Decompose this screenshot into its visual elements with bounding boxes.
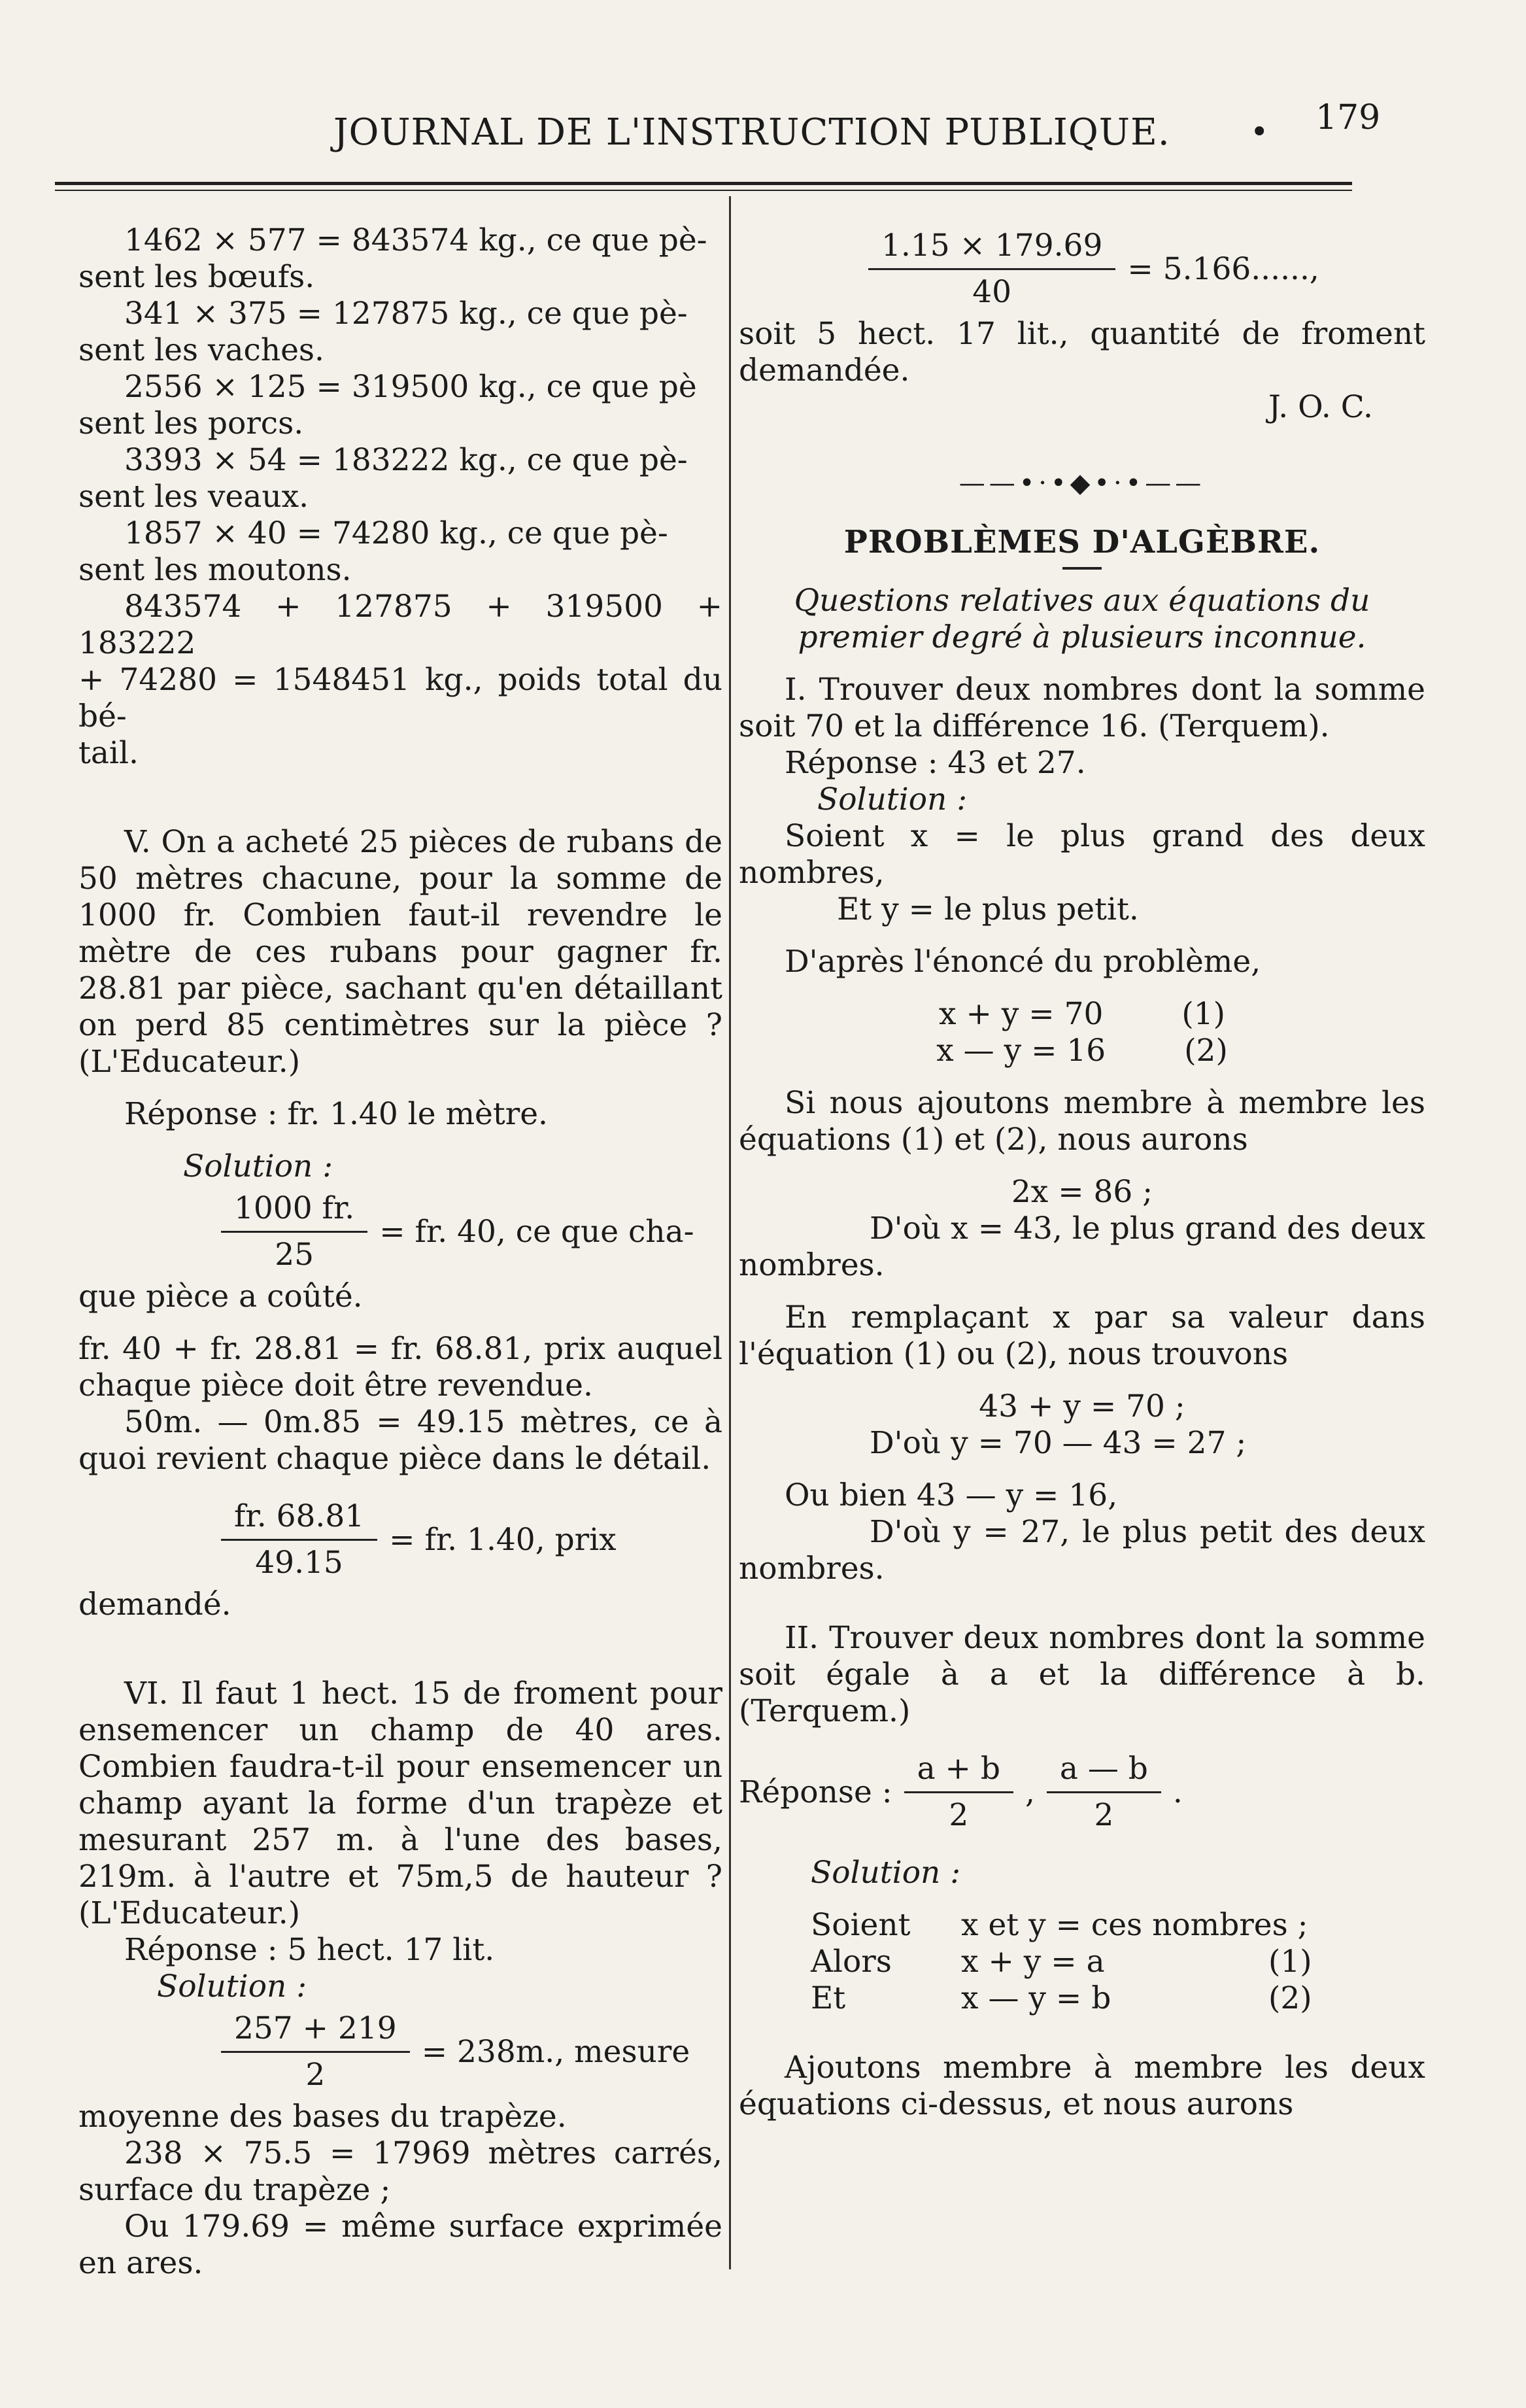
text-line: 50m. — 0m.85 = 49.15 mètres, ce à quoi revient chaque pièce dans le détail. <box>78 1404 722 1477</box>
text-line: soit 5 hect. 17 lit., quantité de froment demandée. <box>739 316 1425 388</box>
text-line: moyenne des bases du trapèze. <box>78 2099 567 2135</box>
text-line: Si nous ajoutons membre à membre les équations (1) et (2), nous aurons <box>739 1085 1425 1158</box>
text-line: sent les veaux. <box>78 479 309 515</box>
system-row <box>739 1907 1425 1944</box>
equation-row <box>739 1033 1425 1069</box>
problem-i-answer: Réponse : 43 et 27. <box>785 745 1086 781</box>
section-heading: PROBLÈMES D'ALGÈBRE. <box>843 524 1321 560</box>
fraction-numerator: 1.15 × 179.69 <box>881 228 1103 264</box>
fraction-numerator: a — b <box>1059 1751 1148 1787</box>
text-line: D'où y = 27, le plus petit des deux nombres. <box>739 1514 1425 1587</box>
page-header <box>0 78 1526 157</box>
system-equation: x — y = b <box>961 1980 1111 2016</box>
text-line: sent les bœufs. <box>78 259 315 295</box>
text-line: 3393 × 54 = 183222 kg., ce que pè- <box>124 442 688 478</box>
text-line: Ou 179.69 = même surface exprimée en ares. <box>78 2209 722 2281</box>
left-column <box>78 222 722 2282</box>
text-line: 843574 + 127875 + 319500 + 183222 <box>78 589 722 661</box>
text-line: fr. 40 + fr. 28.81 = fr. 68.81, prix auquel chaque pièce doit être revendue. <box>78 1331 722 1403</box>
problem-v-answer: Réponse : fr. 1.40 le mètre. <box>124 1096 548 1132</box>
problem-ii-solution-label: Solution : <box>811 1855 961 1891</box>
equation-number: (2) <box>1184 1033 1228 1069</box>
header-rule-thick <box>55 182 1352 185</box>
right-column <box>739 222 1425 2123</box>
fraction-denominator: 2 <box>949 1797 969 1833</box>
text-line: Soient x = le plus grand des deux nombres, <box>739 818 1425 891</box>
text-line: sent les vaches. <box>78 332 324 368</box>
fraction-v2 <box>78 1498 722 1581</box>
system-label: Alors <box>811 1944 892 1980</box>
fraction-denominator: 2 <box>305 2057 326 2093</box>
equation-number: (1) <box>1181 996 1225 1032</box>
header-bullet: • <box>1250 114 1269 150</box>
equation: x — y = 16 <box>936 1033 1106 1069</box>
equation-number: (1) <box>1268 1944 1312 1980</box>
problem-i-solution-label: Solution : <box>817 782 968 817</box>
fraction-numerator: 257 + 219 <box>234 2010 397 2046</box>
fraction-result: = 5.166......, <box>1127 250 1319 287</box>
text-line: 1857 × 40 = 74280 kg., ce que pè- <box>124 515 668 551</box>
signature: J. O. C. <box>1268 389 1373 425</box>
system-equation: x + y = a <box>961 1944 1105 1980</box>
text-line: demandé. <box>78 1587 231 1623</box>
text-line: sent les porcs. <box>78 405 304 441</box>
fraction-denominator: 40 <box>972 274 1012 310</box>
text-line: D'après l'énoncé du problème, <box>785 944 1261 980</box>
page-number: 179 <box>1315 98 1381 137</box>
fraction-denominator: 25 <box>275 1237 314 1273</box>
problem-vi-answer: Réponse : 5 hect. 17 lit. <box>124 1932 495 1968</box>
text-line: 341 × 375 = 127875 kg., ce que pè- <box>124 296 688 332</box>
fraction-result: = fr. 40, ce que cha- <box>379 1213 694 1250</box>
text-line: Ou bien 43 — y = 16, <box>785 1477 1118 1513</box>
fraction-result: = fr. 1.40, prix <box>389 1521 617 1558</box>
system-row <box>739 1980 1425 2017</box>
heading-dash <box>1062 567 1102 570</box>
text-line: + 74280 = 1548451 kg., poids total du bé- <box>78 662 722 734</box>
problem-i: I. Trouver deux nombres dont la somme soit 70 et la différence 16. (Terquem). <box>739 672 1425 744</box>
system-label: Et <box>811 1980 846 2016</box>
text-line: En remplaçant x par sa valeur dans l'équation (1) ou (2), nous trouvons <box>739 1299 1425 1372</box>
equation: 43 + y = 70 ; <box>979 1388 1185 1424</box>
problem-ii-answer: Réponse : $\frac{a + b}{2}$ , $\frac{a — b}{2}$ . <box>739 1751 1183 1833</box>
section-subtitle: Questions relatives aux équations du premier degré à plusieurs inconnue. <box>794 583 1370 655</box>
ornament-rule: ——•·•◆•·•—— <box>958 468 1206 498</box>
text-line: 2556 × 125 = 319500 kg., ce que pè <box>124 369 697 405</box>
text-line: 238 × 75.5 = 17969 mètres carrés, surface du trapèze ; <box>78 2135 722 2208</box>
fraction-continuation <box>739 228 1425 311</box>
fraction-numerator: 1000 fr. <box>234 1190 355 1226</box>
text-line: que pièce a coûté. <box>78 1279 363 1315</box>
problem-v-solution-label: Solution : <box>183 1148 333 1184</box>
column-divider <box>729 196 731 2269</box>
text-line: Ajoutons membre à membre les deux équations ci-dessus, et nous aurons <box>739 2050 1425 2122</box>
problem-vi-solution-label: Solution : <box>157 1969 307 2004</box>
problem-vi: VI. Il faut 1 hect. 15 de froment pour ensemencer un champ de 40 ares. Combien faudra-t-il pour ensemencer un champ ayant la forme d'un trapèze et mesurant 257 m. à l'une des bases, 219m. à l'autre et 75m,5 de hauteur ? (L'Educateur.) <box>78 1676 722 1931</box>
system-label: Soient <box>811 1907 911 1943</box>
equation-row <box>739 996 1425 1033</box>
fraction-v1 <box>78 1190 722 1273</box>
fraction-denominator: 2 <box>1094 1797 1114 1833</box>
text-line: D'où x = 43, le plus grand des deux nombres. <box>739 1211 1425 1283</box>
header-rule-thin <box>55 190 1352 191</box>
fraction-vi <box>78 2010 722 2093</box>
equation-number: (2) <box>1268 1980 1312 2016</box>
text-line: sent les moutons. <box>78 552 352 588</box>
system-equation: x et y = ces nombres ; <box>961 1907 1308 1943</box>
fraction-result: = 238m., mesure <box>421 2033 690 2070</box>
problem-v: V. On a acheté 25 pièces de rubans de 50 mètres chacune, pour la somme de 1000 fr. Combien faut-il revendre le mètre de ces rubans pour gagner fr. 28.81 par pièce, sachant qu'en détaillant on perd 85 centimètres sur la pièce ? (L'Educateur.) <box>78 824 722 1080</box>
fraction-denominator: 49.15 <box>255 1545 343 1581</box>
fraction-numerator: fr. 68.81 <box>234 1498 365 1534</box>
equation: x + y = 70 <box>939 996 1104 1032</box>
equation: D'où y = 70 — 43 = 27 ; <box>870 1425 1247 1461</box>
text-line: tail. <box>78 735 139 771</box>
text-line: 1462 × 577 = 843574 kg., ce que pè- <box>124 222 707 258</box>
text-line: Et y = le plus petit. <box>837 891 1139 927</box>
running-title: JOURNAL DE L'INSTRUCTION PUBLIQUE. <box>333 111 1170 154</box>
fraction-numerator: a + b <box>917 1751 1000 1787</box>
system-row <box>739 1944 1425 1980</box>
answer-label: Réponse : <box>739 1774 892 1810</box>
problem-ii: II. Trouver deux nombres dont la somme soit égale à a et la différence à b. (Terquem.) <box>739 1620 1425 1729</box>
equation: 2x = 86 ; <box>1011 1174 1153 1210</box>
